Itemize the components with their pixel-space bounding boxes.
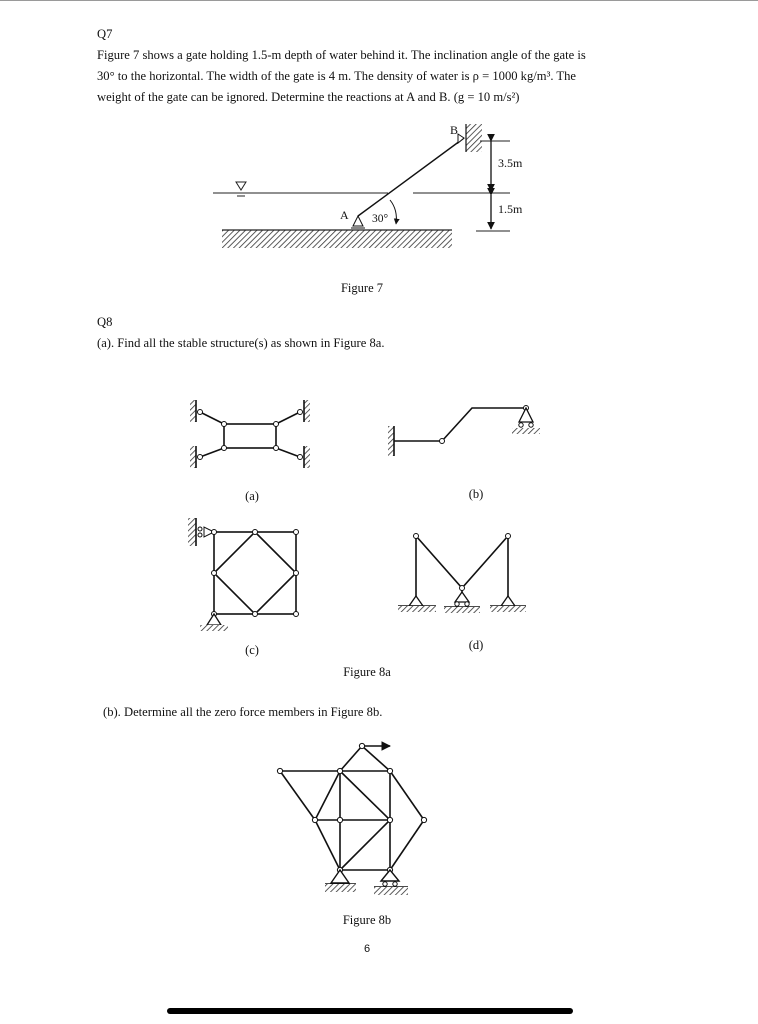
wall-tl <box>190 400 196 422</box>
fig8a-structure-d <box>398 534 526 614</box>
fig8a-label-d: (d) <box>468 638 484 652</box>
figure-8b-truss <box>277 743 426 895</box>
ground-hatch <box>222 230 452 248</box>
dim-lower-label: 1.5m <box>498 202 523 216</box>
label-b: B <box>450 123 459 137</box>
pin-support-left <box>398 596 436 612</box>
home-indicator-bar <box>167 1008 573 1014</box>
pin-support-right <box>490 596 526 612</box>
figure-8b-caption: Figure 8b <box>342 913 392 927</box>
gate-member <box>358 138 464 216</box>
wall-b-hatch <box>466 124 482 152</box>
fig8a-structure-a <box>190 400 310 468</box>
fixed-wall <box>388 426 394 456</box>
pin-support-8b <box>325 870 356 892</box>
fig8a-structure-c <box>188 518 299 631</box>
angle-arc <box>390 200 396 224</box>
inner-diamond <box>214 532 296 614</box>
water-level-symbol <box>234 182 248 196</box>
wall-c <box>188 518 196 546</box>
q7-text-line-1: Figure 7 shows a gate holding 1.5-m depth of water behind it. The inclination angle of the gate is <box>97 48 586 62</box>
dim-upper-label: 3.5m <box>498 156 523 170</box>
outer-square <box>214 532 296 614</box>
q8-label: Q8 <box>97 315 113 329</box>
wall-bl <box>190 446 196 468</box>
pin-support-a <box>351 216 365 228</box>
roller-support-8b <box>374 870 408 895</box>
roller-support-center <box>444 592 480 613</box>
center-rectangle <box>224 424 276 448</box>
page-number: 6 <box>364 943 371 955</box>
figure-8a-caption: Figure 8a <box>343 665 391 679</box>
fig8a-label-a: (a) <box>245 489 259 503</box>
fig8a-structure-b <box>388 406 540 457</box>
q7-text-line-3: weight of the gate can be ignored. Determine the reactions at A and B. (g = 10 m/s²) <box>97 90 520 104</box>
q7-text-line-2: 30° to the horizontal. The width of the gate is 4 m. The density of water is ρ = 1000 kg/m³. The <box>97 69 576 83</box>
wall-br <box>304 446 310 468</box>
pin-support-c <box>207 614 221 625</box>
figure-7 <box>213 123 523 248</box>
q7-label: Q7 <box>97 27 113 41</box>
roller-support-b <box>458 134 464 143</box>
figure-7-caption: Figure 7 <box>340 281 383 295</box>
fig8a-label-c: (c) <box>245 643 259 657</box>
q8-part-b-text: (b). Determine all the zero force members in Figure 8b. <box>103 705 383 719</box>
roller-support <box>512 406 540 435</box>
angle-label: 30° <box>372 213 389 225</box>
label-a: A <box>340 208 349 222</box>
fig8a-label-b: (b) <box>468 487 484 501</box>
q8-part-a-text: (a). Find all the stable structure(s) as shown in Figure 8a. <box>97 336 385 350</box>
wall-tr <box>304 400 310 422</box>
